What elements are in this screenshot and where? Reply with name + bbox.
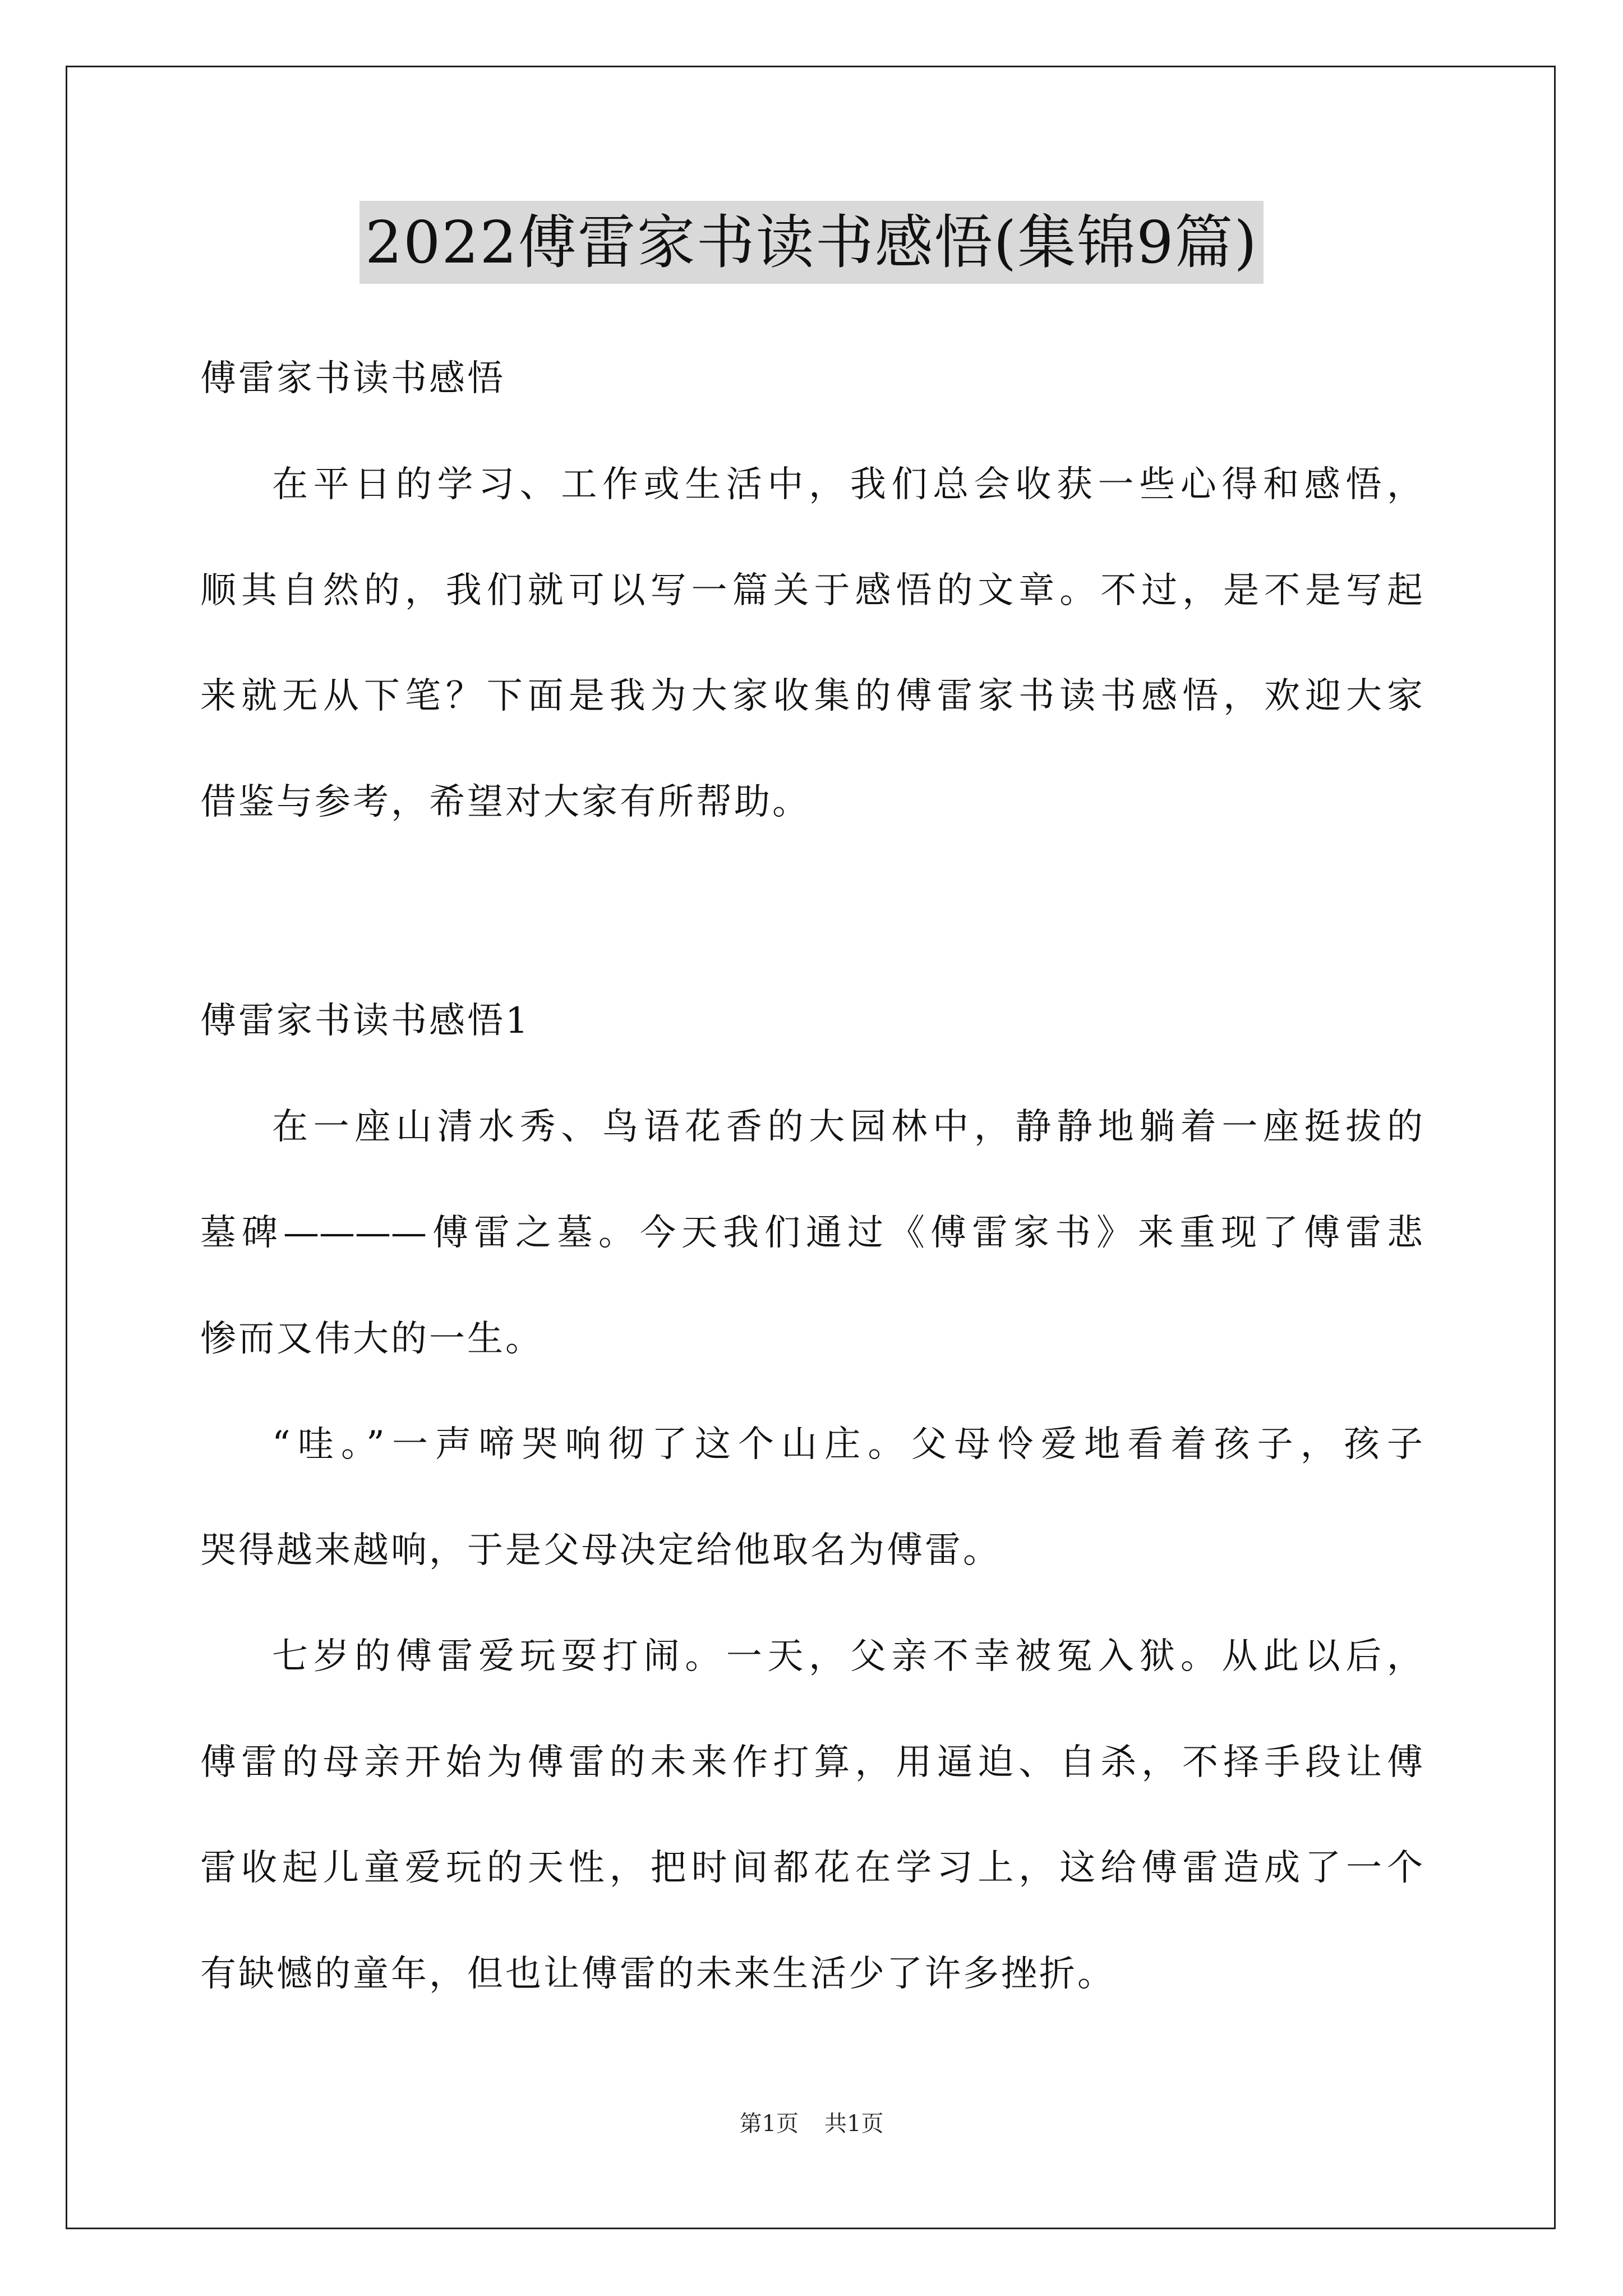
document-title: 2022傅雷家书读书感悟(集锦9篇)	[359, 201, 1264, 284]
paragraph-line: 七岁的傅雷爱玩耍打闹。一天，父亲不幸被冤入狱。从此以后，	[272, 1636, 1423, 1677]
paragraph-line: 雷收起儿童爱玩的天性，把时间都花在学习上，这给傅雷造成了一个	[200, 1847, 1423, 1889]
paragraph-line: 借鉴与参考，希望对大家有所帮助。	[200, 781, 810, 823]
paragraph-line: 惨而又伟大的一生。	[200, 1318, 543, 1360]
intro-heading: 傅雷家书读书感悟	[200, 358, 505, 399]
paragraph-line: 有缺憾的童年，但也让傅雷的未来生活少了许多挫折。	[200, 1953, 1115, 1995]
paragraph-line: 墓碑————傅雷之墓。今天我们通过《傅雷家书》来重现了傅雷悲	[200, 1212, 1423, 1254]
paragraph-line: 来就无从下笔？下面是我为大家收集的傅雷家书读书感悟，欢迎大家	[200, 675, 1423, 717]
section-heading: 傅雷家书读书感悟1	[200, 1000, 531, 1042]
paragraph-line: 在平日的学习、工作或生活中，我们总会收获一些心得和感悟，	[272, 464, 1423, 505]
page-number: 第1页	[739, 2111, 799, 2137]
title-container	[0, 201, 1623, 284]
paragraph-line: 顺其自然的，我们就可以写一篇关于感悟的文章。不过，是不是写起	[200, 570, 1423, 611]
paragraph-line: 在一座山清水秀、鸟语花香的大园林中，静静地躺着一座挺拔的	[272, 1106, 1423, 1148]
page-footer	[0, 2108, 1623, 2139]
page-total: 共1页	[824, 2111, 884, 2137]
paragraph-line: 哭得越来越响，于是父母决定给他取名为傅雷。	[200, 1530, 1001, 1571]
paragraph-line: 傅雷的母亲开始为傅雷的未来作打算，用逼迫、自杀，不择手段让傅	[200, 1742, 1423, 1783]
paragraph-line: “哇。”一声啼哭响彻了这个山庄。父母怜爱地看着孩子，孩子	[272, 1424, 1423, 1465]
